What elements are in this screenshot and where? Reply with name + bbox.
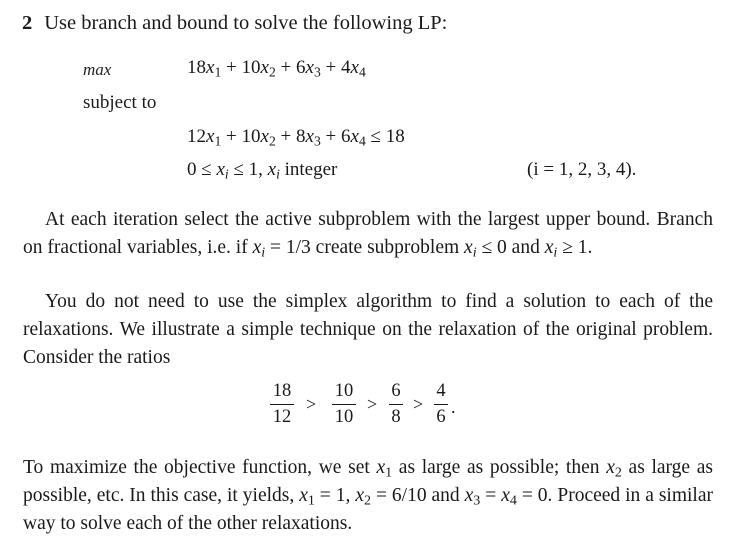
paragraph-greedy-solution: To maximize the objective function, we set $x_1$ as large as possible; then $x_2$ as large as possible, etc. In this case, it yields, $x_1 = 1$, $x_2 = 6/10$ and $x_3 = x_4 = 0$. Proceed in a similar way to solve each of the other relaxations. bbox=[23, 457, 713, 534]
subject-to-label: subject to bbox=[83, 92, 157, 113]
ratio-fraction: 10 10 bbox=[332, 380, 356, 428]
problem-statement: Use branch and bound to solve the following LP: bbox=[44, 12, 448, 34]
problem-header bbox=[22, 12, 447, 35]
ratio-fraction: 6 8 bbox=[389, 380, 403, 428]
max-label: max bbox=[83, 60, 112, 79]
ratio-fraction: 18 12 bbox=[270, 380, 294, 428]
paragraph-relaxation-technique: You do not need to use the simplex algorithm to find a solution to each of the relaxations. We illustrate a simple technique on the relaxation of the original problem. Consider the ratios bbox=[23, 291, 713, 368]
objective-function: $18x_1 + 10x_2 + 6x_3 + 4x_4$ bbox=[187, 57, 366, 80]
bound-constraint: $0 \le x_i \le 1$, $x_i$ integer bbox=[187, 159, 338, 182]
index-range: (i = 1, 2, 3, 4). bbox=[527, 159, 637, 180]
ratio-fraction: 4 6 bbox=[434, 380, 448, 428]
knapsack-constraint: $12x_1 + 10x_2 + 8x_3 + 6x_4 \le 18$ bbox=[187, 126, 405, 149]
paragraph-branching-rule: At each iteration select the active subproblem with the largest upper bound. Branch on fractional variables, i.e. if $x_i = 1/3$ create subproblem $x_i \le 0$ and $x_i \ge 1$. bbox=[23, 209, 713, 261]
problem-number: 2 bbox=[22, 12, 33, 34]
